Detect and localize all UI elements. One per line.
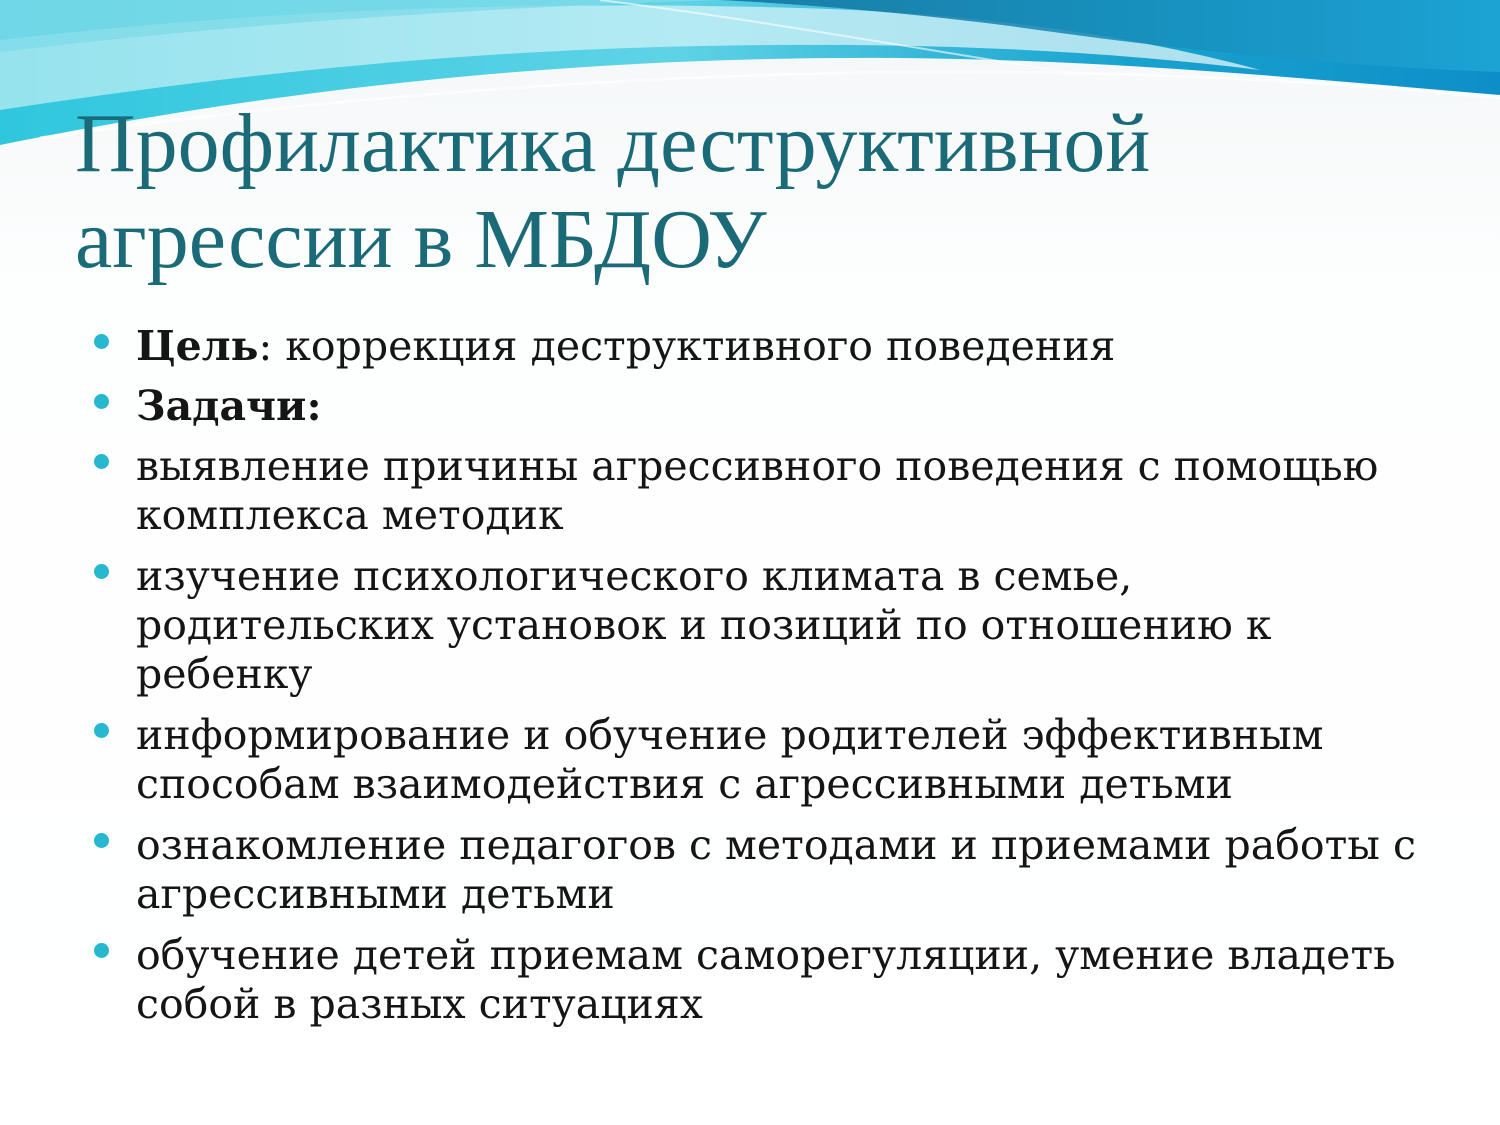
tasks-label: Задачи: bbox=[136, 382, 322, 430]
list-item-tasks-heading bbox=[90, 382, 1430, 431]
bullet-dot-icon bbox=[94, 564, 109, 579]
bullet-dot-icon bbox=[94, 943, 109, 958]
goal-label: Цель bbox=[136, 322, 259, 370]
bullet-dot-icon bbox=[94, 454, 109, 469]
bullet-dot-icon bbox=[94, 394, 109, 409]
list-item-task bbox=[90, 821, 1430, 919]
list-item-task bbox=[90, 931, 1430, 1029]
task-text: обучение детей приемам саморегуляции, умение владеть собой в разных ситуациях bbox=[136, 931, 1396, 1028]
bullet-list bbox=[90, 322, 1430, 1041]
list-item-task bbox=[90, 711, 1430, 809]
bullet-dot-icon bbox=[94, 334, 109, 349]
task-text: ознакомление педагогов с методами и приемами работы с агрессивными детьми bbox=[136, 821, 1416, 918]
goal-text: : коррекция деструктивного поведения bbox=[258, 322, 1116, 370]
task-text: информирование и обучение родителей эффективным способам взаимодействия с агрессивными детьми bbox=[136, 711, 1324, 808]
slide-title: Профилактика деструктивной агрессии в МБДОУ bbox=[75, 97, 1151, 286]
task-text: выявление причины агрессивного поведения с помощью комплекса методик bbox=[136, 442, 1379, 539]
list-item-task bbox=[90, 442, 1430, 540]
bullet-dot-icon bbox=[94, 833, 109, 848]
bullet-dot-icon bbox=[94, 723, 109, 738]
list-item-goal bbox=[90, 322, 1430, 371]
task-text: изучение психологического климата в семье, родительских установок и позиций по отношению к ребенку bbox=[136, 552, 1272, 698]
list-item-task bbox=[90, 552, 1430, 699]
